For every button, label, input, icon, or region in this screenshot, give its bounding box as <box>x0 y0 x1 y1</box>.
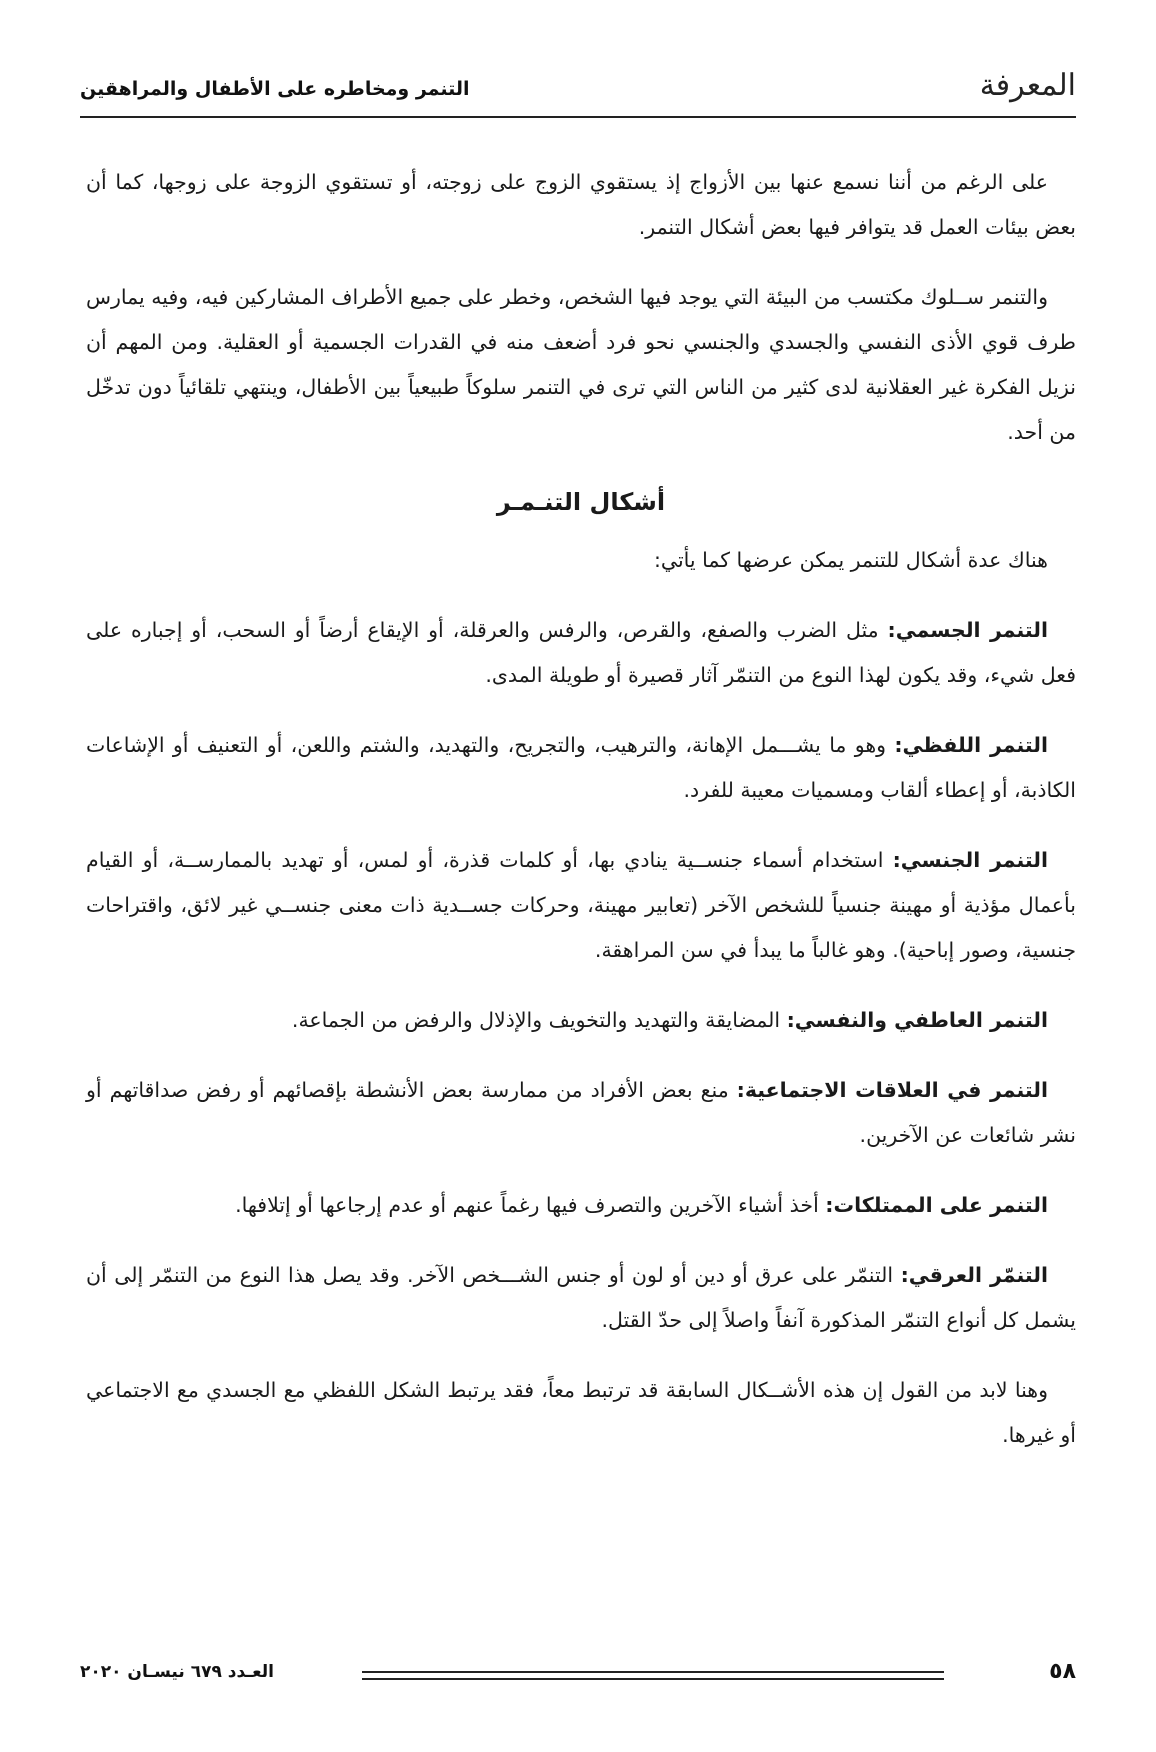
closing-paragraph: وهنا لابد من القول إن هذه الأشــكال السابقة قد ترتبط معاً، فقد يرتبط الشكل اللفظي مع الجسدي مع الاجتماعي أو غيرها. <box>86 1378 1076 1447</box>
form-text: منع بعض الأفراد من ممارسة بعض الأنشطة بإقصائهم أو رفض صداقاتهم أو نشر شائعات عن الآخرين. <box>86 1078 1076 1147</box>
footer-rule <box>362 1671 944 1680</box>
form-term: التنمر اللفظي: <box>894 733 1048 757</box>
form-item-emotional <box>86 998 1076 1043</box>
page-header <box>80 64 1076 114</box>
form-term: التنمر العاطفي والنفسي: <box>786 1008 1048 1032</box>
issue-info: العـدد ٦٧٩ نيسـان ٢٠٢٠ <box>80 1662 274 1682</box>
section-heading: أشكال التنـمـر <box>496 488 666 516</box>
running-title: التنمر ومخاطره على الأطفال والمراهقين <box>80 78 470 100</box>
form-text: المضايقة والتهديد والتخويف والإذلال والرفض من الجماعة. <box>291 1008 787 1032</box>
section-intro: هناك عدة أشكال للتنمر يمكن عرضها كما يأتي: <box>653 548 1048 572</box>
form-item-property <box>86 1183 1076 1228</box>
form-term: التنمر في العلاقات الاجتماعية: <box>736 1078 1049 1102</box>
form-text: أخذ أشياء الآخرين والتصرف فيها رغماً عنهم أو عدم إرجاعها أو إتلافها. <box>235 1193 826 1217</box>
page-number: ٥٨ <box>1049 1659 1076 1684</box>
header-rule <box>80 116 1076 118</box>
body-paragraph: والتنمر ســلوك مكتسب من البيئة التي يوجد فيها الشخص، وخطر على جميع الأطراف المشاركين فيه، وفيه يمارس طرف قوي الأذى النفسي والجسدي والجنسي نحو فرد أضعف منه في القدرات الجسمية أو العقلية. ومن المهم أن نزيل الفكرة غير العقلانية لدى كثير من الناس التي ترى في التنمر سلوكاً طبيعياً بين الأطفال، وينتهي تلقائياً دون تدخّل من أحد. <box>86 285 1076 444</box>
form-text: مثل الضرب والصفع، والقرص، والرفس والعرقلة، أو الإيقاع أرضاً أو السحب، أو إجباره على فعل شيء، وقد يكون لهذا النوع من التنمّر آثار قصيرة أو طويلة المدى. <box>86 618 1076 687</box>
magazine-logo: المعرفة <box>979 68 1076 103</box>
form-text: وهو ما يشـــمل الإهانة، والترهيب، والتجريح، والتهديد، والشتم واللعن، أو التعنيف أو الإشاعات الكاذبة، أو إعطاء ألقاب ومسميات معيبة للفرد. <box>86 733 1076 802</box>
form-item-social <box>86 1068 1076 1158</box>
page-footer <box>80 1659 1076 1689</box>
body-paragraph: على الرغم من أننا نسمع عنها بين الأزواج إذ يستقوي الزوج على زوجته، أو تستقوي الزوجة على زوجها، كما أن بعض بيئات العمل قد يتوافر فيها بعض أشكال التنمر. <box>86 170 1076 239</box>
form-text: التنمّر على عرق أو دين أو لون أو جنس الشـــخص الآخر. وقد يصل هذا النوع من التنمّر إلى أن يشمل كل أنواع التنمّر المذكورة آنفاً واصلاً إلى حدّ القتل. <box>86 1263 1076 1332</box>
form-term: التنمّر العرقي: <box>900 1263 1048 1287</box>
form-item-racial <box>86 1253 1076 1343</box>
form-item-verbal <box>86 723 1076 813</box>
form-term: التنمر الجسمي: <box>887 618 1048 642</box>
form-item-sexual <box>86 838 1076 973</box>
form-term: التنمر الجنسي: <box>892 848 1049 872</box>
form-term: التنمر على الممتلكات: <box>825 1193 1048 1217</box>
article-body <box>86 160 1076 1483</box>
form-item-physical <box>86 608 1076 698</box>
form-text: استخدام أسماء جنســية ينادي بها، أو كلمات قذرة، أو لمس، أو تهديد بالممارســة، أو القيام بأعمال مؤذية أو مهينة جنسياً للشخص الآخر (تعابير مهينة، وحركات جســدية ذات معنى جنســي غير لائق، واقتراحات جنسية، وصور إباحية). وهو غالباً ما يبدأ في سن المراهقة. <box>86 848 1076 962</box>
